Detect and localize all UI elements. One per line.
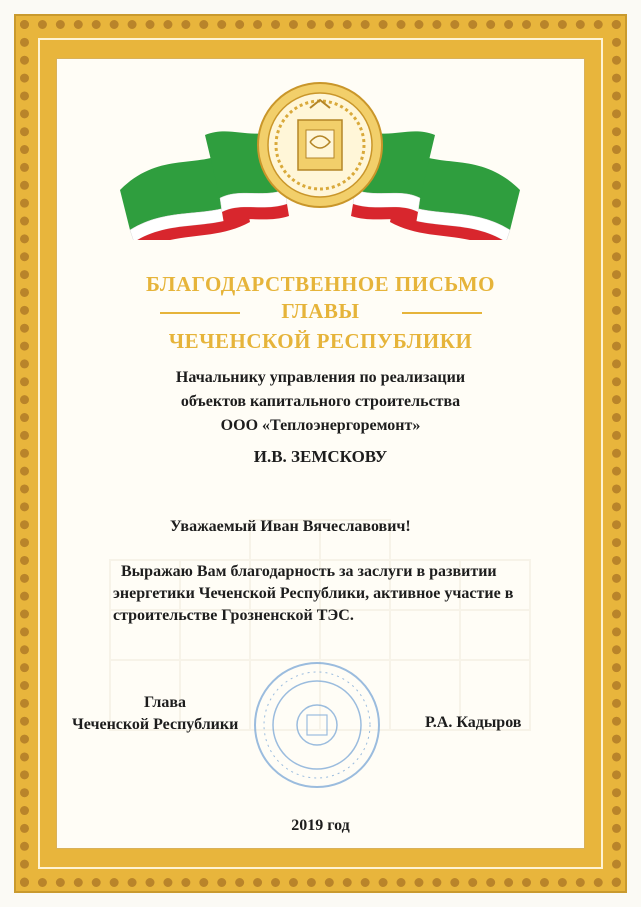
addressee-line-3: ООО «Теплоэнергоремонт» [220, 417, 421, 434]
recipient-name: И.В. ЗЕМСКОВУ [253, 447, 388, 466]
signatory-name: Р.А. Кадыров [425, 714, 522, 731]
body-line-2: энергетики Чеченской Республики, активное участие в [113, 585, 514, 602]
flag-with-emblem [110, 80, 530, 240]
body-line-1: Выражаю Вам благодарность за заслуги в развитии [121, 563, 497, 580]
signatory-position-line-1: Глава [144, 694, 186, 711]
title-line-2: ГЛАВЫ [281, 299, 360, 323]
year: 2019 год [291, 817, 350, 834]
title-line-1: БЛАГОДАРСТВЕННОЕ ПИСЬМО [146, 272, 495, 296]
signatory-position-line-2: Чеченской Республики [72, 716, 239, 733]
body-line-3: строительстве Грозненской ТЭС. [113, 607, 354, 624]
addressee-line-1: Начальнику управления по реализации [175, 369, 466, 386]
signatory-position [72, 692, 292, 736]
addressee-line-2: объектов капитального строительства [180, 393, 461, 410]
title-line-3: ЧЕЧЕНСКОЙ РЕСПУБЛИКИ [168, 329, 473, 353]
greeting: Уважаемый Иван Вячеславович! [170, 518, 411, 535]
body-text [113, 561, 553, 627]
